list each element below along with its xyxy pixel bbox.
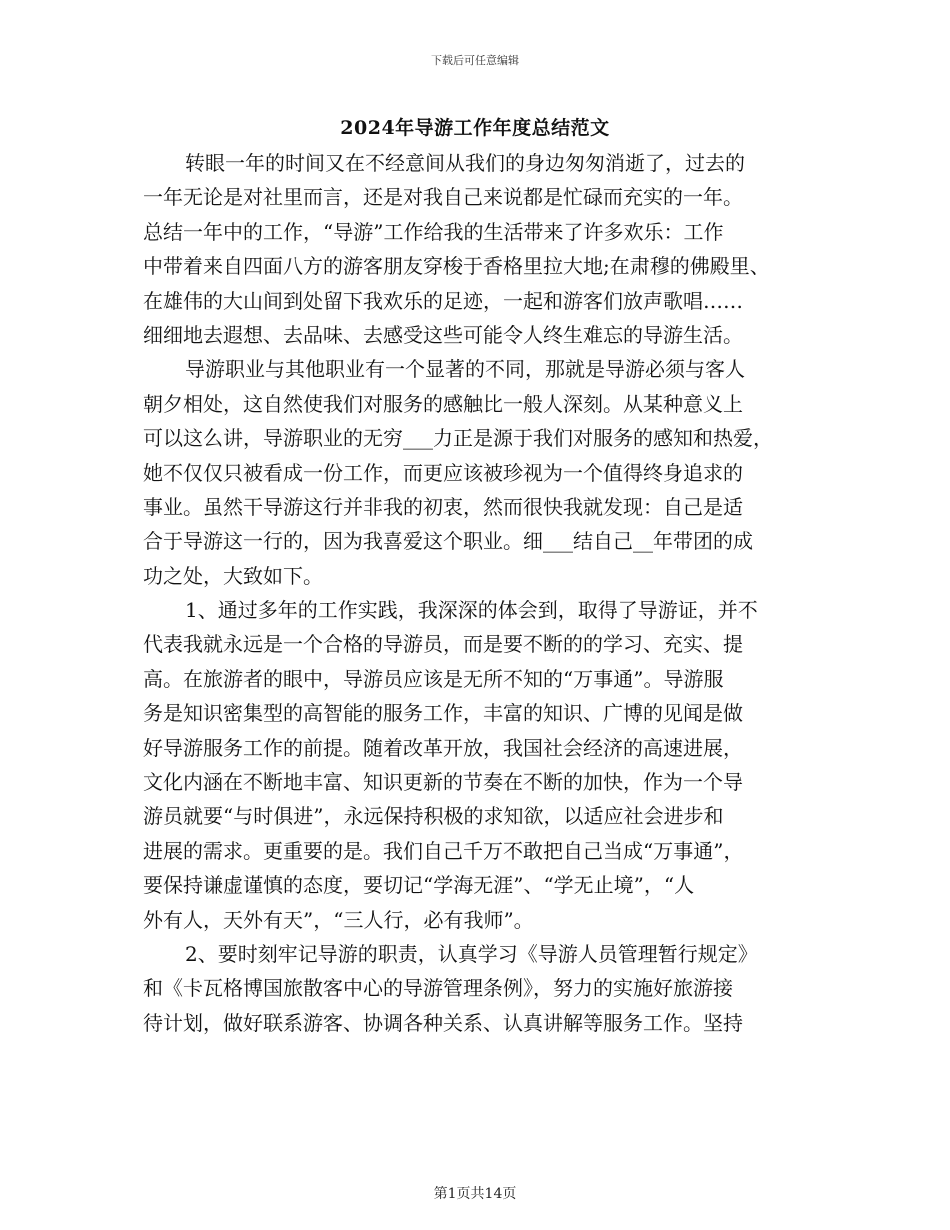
- text-line: 进展的需求。更重要的是。我们自己千万不敢把自己当成“万事通”，: [143, 838, 744, 863]
- text-line: 游员就要“与时俱进”，永远保持积极的求知欲，以适应社会进步和: [143, 804, 724, 829]
- text-line: 事业。虽然干导游这行并非我的初衷，然而很快我就发现：自己是适: [143, 494, 743, 519]
- text-line: 待计划，做好联系游客、协调各种关系、认真讲解等服务工作。坚持: [143, 1010, 743, 1035]
- text-line: 细细地去遐想、去品味、去感受这些可能令人终生难忘的导游生活。: [143, 322, 743, 347]
- text-line: 2、要时刻牢记导游的职责，认真学习《导游人员管理暂行规定》: [185, 941, 758, 966]
- document-title: 2024年导游工作年度总结范文: [340, 117, 610, 139]
- text-line: 文化内涵在不断地丰富、知识更新的节奏在不断的加快，作为一个导: [143, 770, 743, 795]
- text-line: 导游职业与其他职业有一个显著的不同，那就是导游必须与客人: [185, 357, 745, 382]
- text-line: 在雄伟的大山间到处留下我欢乐的足迹，一起和游客们放声歌唱……: [143, 288, 743, 313]
- text-line: 转眼一年的时间又在不经意间从我们的身边匆匆消逝了，过去的: [185, 151, 745, 175]
- document-body: [143, 146, 823, 1040]
- text-line: 代表我就永远是一个合格的导游员，而是要不断的的学习、充实、提: [143, 632, 743, 657]
- text-line: 功之处，大致如下。: [143, 563, 323, 588]
- text-line: 1、通过多年的工作实践，我深深的体会到，取得了导游证，并不: [185, 598, 758, 623]
- text-line: 高。在旅游者的眼中，导游员应该是无所不知的“万事通”。导游服: [143, 666, 724, 691]
- text-line: 务是知识密集型的高智能的服务工作，丰富的知识、广博的见闻是做: [143, 701, 743, 726]
- text-line: 和《卡瓦格博国旅散客中心的导游管理条例》，努力的实施好旅游接: [143, 976, 733, 1001]
- page-header: 下载后可任意编辑: [431, 54, 519, 67]
- text-line: 她不仅仅只被看成一份工作，而更应该被珍视为一个值得终身追求的: [143, 460, 743, 485]
- text-line: 中带着来自四面八方的游客朋友穿梭于香格里拉大地;在肃穆的佛殿里、: [143, 254, 770, 279]
- page-footer: 第1页共14页: [433, 1186, 517, 1202]
- text-line: 好导游服务工作的前提。随着改革开放，我国社会经济的高速进展，: [143, 735, 743, 760]
- text-line: 一年无论是对社里而言，还是对我自己来说都是忙碌而充实的一年。: [143, 185, 743, 210]
- text-line: 朝夕相处，这自然使我们对服务的感触比一般人深刻。从某种意义上: [143, 391, 743, 416]
- text-line: 总结一年中的工作，“导游”工作给我的生活带来了许多欢乐：工作: [143, 219, 724, 244]
- text-line: 可以这么讲，导游职业的无穷___力正是源于我们对服务的感知和热爱，: [143, 426, 773, 451]
- text-line: 外有人，天外有天”，“三人行，必有我师”。: [143, 907, 534, 932]
- text-line: 要保持谦虚谨慎的态度，要切记“学海无涯”、“学无止境”，“人: [143, 873, 695, 898]
- text-line: 合于导游这一行的，因为我喜爱这个职业。细___结自己__年带团的成: [143, 529, 753, 554]
